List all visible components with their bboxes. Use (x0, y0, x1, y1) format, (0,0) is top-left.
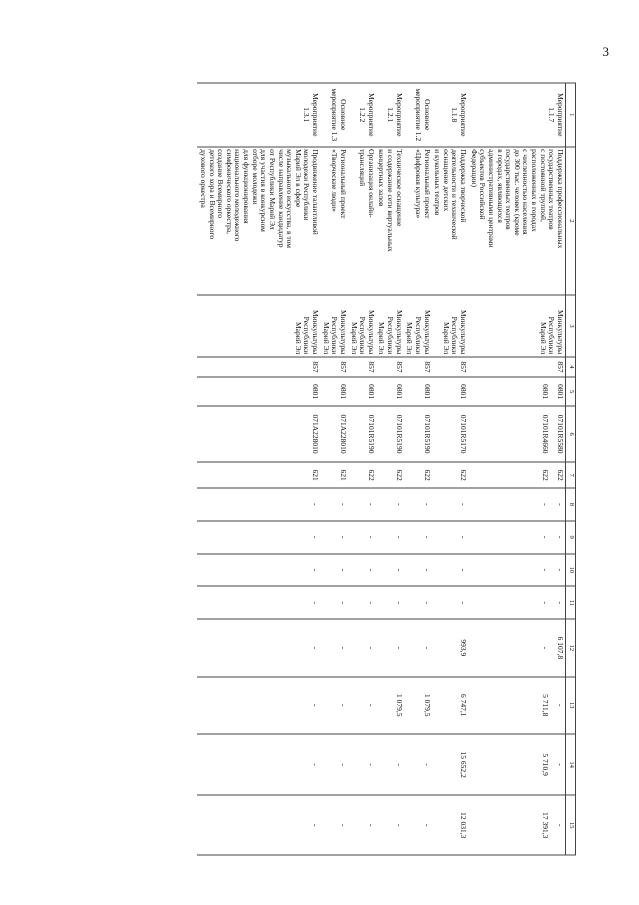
column-header-15: 15 (566, 795, 576, 855)
cell-line: - (556, 762, 565, 766)
cell-line: 622 (556, 468, 565, 481)
cell-col-13 (197, 676, 320, 733)
cell-line: - (541, 646, 551, 649)
cell-line: 622 (422, 468, 432, 481)
cell-line: Минкультуры (459, 309, 469, 354)
cell-col-5 (468, 377, 565, 406)
cell-line: Республики (450, 316, 460, 354)
cell-col-6 (197, 405, 320, 461)
cell-col-2 (432, 146, 469, 295)
cell-col-12 (348, 619, 376, 676)
cell-line: оснащение детских (441, 148, 451, 211)
cell-line: 621 (311, 468, 321, 481)
cell-line: 15 652,2 (459, 751, 469, 778)
cell-col-6 (404, 405, 432, 461)
cell-line: - (422, 600, 432, 604)
cell-line: - (339, 502, 348, 506)
cell-col-8 (376, 487, 404, 520)
cell-col-9 (432, 520, 469, 553)
header-row (566, 83, 576, 855)
cell-col-7 (197, 462, 320, 488)
cell-line: - (366, 646, 376, 649)
cell-line: Мероприятие (366, 92, 376, 136)
cell-line: для функционирования (242, 148, 252, 224)
cell-line: 1.3.1 (302, 106, 312, 122)
cell-col-14 (348, 733, 376, 795)
cell-line: государственных театров (504, 148, 514, 230)
column-header-6: 6 (566, 405, 576, 461)
cell-col-10 (348, 553, 376, 586)
cell-line: - (311, 646, 321, 649)
cell-line: Минкультуры (422, 309, 432, 354)
cell-line: музыкального искусства, в том (285, 148, 295, 248)
table-body (197, 83, 565, 855)
cell-line: 1 079,5 (394, 693, 404, 716)
cell-col-10 (376, 553, 404, 586)
cell-line: - (422, 535, 432, 538)
column-header-9: 9 (566, 520, 576, 553)
cell-line: - (366, 568, 376, 571)
cell-col-9 (404, 520, 432, 553)
cell-col-7 (320, 462, 348, 488)
cell-line: 1.1.8 (450, 106, 460, 122)
cell-line: молодежи Республики (302, 148, 312, 221)
cell-line: - (311, 502, 321, 506)
cell-line: 0801 (394, 383, 404, 399)
cell-col-5 (376, 377, 404, 406)
cell-line: и кукольных театров (433, 148, 443, 215)
cell-col-4: 857 (197, 356, 320, 377)
cell-col-4: 857 (348, 356, 376, 377)
cell-col-9 (197, 520, 320, 553)
cell-col-12 (404, 619, 432, 676)
cell-line: - (556, 502, 565, 506)
column-header-2: 2 (566, 146, 576, 295)
cell-line: - (556, 535, 565, 538)
cell-line: детского хора и Всемирного (207, 148, 217, 239)
cell-line: Республики (302, 316, 312, 354)
cell-line: Техническое оснащение (394, 148, 404, 226)
cell-line: государственных театров (547, 148, 557, 230)
column-header-1: 1 (566, 83, 576, 147)
cell-col-4: 857 (320, 356, 348, 377)
cell-line: 07101R5190 (366, 414, 376, 453)
cell-col-15 (432, 795, 469, 855)
cell-line: мероприятие 1.2 (414, 87, 423, 141)
cell-line: деятельности и технической (450, 148, 460, 240)
cell-line: Основное (422, 98, 432, 130)
cell-col-15 (376, 795, 404, 855)
cell-col-9 (468, 520, 565, 553)
cell-col-8 (432, 487, 469, 520)
cell-line: - (394, 762, 404, 766)
cell-col-7 (348, 462, 376, 488)
cell-line: Республики (358, 316, 368, 354)
cell-col-14 (468, 733, 565, 795)
cell-line: Марий Эл (441, 321, 451, 354)
cell-col-14 (320, 733, 348, 795)
cell-col-13 (468, 676, 565, 733)
cell-line: отборе молодежи (250, 148, 260, 205)
cell-line: до 300 тыс. человек (кроме (512, 148, 522, 236)
cell-col-11 (432, 586, 469, 619)
cell-col-4: 857 (376, 356, 404, 377)
cell-line: с постоянной труппой, (538, 148, 548, 222)
cell-line: Марий Эл в сфере (293, 148, 303, 207)
cell-col-6 (432, 405, 469, 461)
cell-line: Минкультуры (339, 309, 348, 354)
cell-line: - (339, 568, 348, 571)
cell-line: Мероприятие (459, 92, 469, 136)
cell-line: Республики (414, 316, 423, 354)
cell-line: духового оркестра (199, 148, 208, 208)
cell-col-11 (376, 586, 404, 619)
cell-col-1 (320, 83, 348, 147)
cell-line: субъектов Российской (478, 148, 488, 220)
cell-line: 5 711,8 (541, 693, 551, 716)
cell-col-2 (376, 146, 404, 295)
cell-line: - (339, 535, 348, 538)
cell-col-6 (348, 405, 376, 461)
cell-line: 071A228010 (339, 414, 348, 454)
cell-col-14 (404, 733, 432, 795)
cell-col-3 (197, 295, 320, 357)
cell-col-13 (320, 676, 348, 733)
cell-line: 0801 (366, 383, 376, 399)
cell-col-12 (376, 619, 404, 676)
cell-line: Продвижение талантливой (311, 148, 321, 235)
cell-col-10 (468, 553, 565, 586)
cell-line: - (556, 600, 565, 604)
cell-col-6 (376, 405, 404, 461)
cell-col-3 (320, 295, 348, 357)
cell-line: 07101R4660 (541, 414, 551, 453)
cell-line: Региональный проект (422, 148, 432, 219)
cell-col-4: 857 (432, 356, 469, 377)
column-header-10: 10 (566, 553, 576, 586)
cell-line: 622 (366, 468, 376, 481)
cell-line: Республики (330, 316, 340, 354)
cell-col-3 (376, 295, 404, 357)
rotated-table-container (110, 82, 576, 855)
cell-col-15 (197, 795, 320, 855)
cell-line: 0801 (459, 383, 469, 399)
cell-line: - (556, 568, 565, 571)
cell-line: 6 747,1 (459, 693, 469, 716)
cell-line: Мероприятие (394, 92, 404, 136)
cell-line: - (422, 823, 432, 826)
cell-line: - (459, 535, 469, 538)
cell-line: 622 (459, 468, 469, 481)
cell-line: 621 (339, 468, 348, 481)
cell-line: Минкультуры (311, 309, 321, 354)
cell-line: 17 391,3 (541, 811, 551, 838)
cell-col-12 (320, 619, 348, 676)
cell-col-13 (404, 676, 432, 733)
cell-line: - (366, 600, 376, 604)
cell-col-5 (197, 377, 320, 406)
cell-line: числе направление кандидатур (276, 148, 286, 248)
cell-line: 0801 (339, 383, 348, 399)
cell-col-2 (348, 146, 376, 295)
cell-col-3 (404, 295, 432, 357)
cell-line: - (541, 535, 551, 538)
cell-col-3 (468, 295, 565, 357)
cell-line: 5 710,9 (541, 752, 551, 776)
cell-col-8 (404, 487, 432, 520)
cell-line: с численностью населения (521, 148, 531, 235)
cell-col-13 (348, 676, 376, 733)
cell-col-7 (404, 462, 432, 488)
cell-line: Федерации) (469, 148, 479, 187)
cell-line: Поддержка профессиональных (556, 148, 565, 248)
cell-line: Поддержка творческой (459, 148, 469, 222)
cell-col-5 (432, 377, 469, 406)
cell-line: и содержание сети виртуальных (386, 148, 396, 252)
cell-line: Основное (339, 98, 348, 130)
cell-col-8 (320, 487, 348, 520)
table-row (348, 83, 376, 855)
cell-line: 07101R5580 (556, 414, 565, 453)
cell-line: - (459, 600, 469, 604)
cell-col-2 (320, 146, 348, 295)
column-header-3: 3 (566, 295, 576, 357)
cell-line: симфонического оркестра, (224, 148, 234, 234)
cell-col-2 (468, 146, 565, 295)
cell-line: 07101R5190 (394, 414, 404, 453)
cell-line: - (394, 823, 404, 826)
cell-col-11 (468, 586, 565, 619)
cell-line: - (541, 568, 551, 571)
cell-line: Республики (386, 316, 396, 354)
cell-col-14 (197, 733, 320, 795)
cell-col-3 (348, 295, 376, 357)
column-header-4: 4 (566, 356, 576, 377)
cell-line: - (311, 762, 321, 766)
cell-line: - (422, 646, 432, 649)
cell-col-5 (404, 377, 432, 406)
cell-line: - (311, 535, 321, 538)
cell-line: 1.2.1 (386, 106, 396, 122)
cell-line: 07101R5190 (422, 414, 432, 453)
cell-col-11 (320, 586, 348, 619)
cell-line: 1.1.7 (547, 106, 557, 122)
cell-line: Минкультуры (394, 309, 404, 354)
cell-line: - (311, 568, 321, 571)
cell-col-8 (348, 487, 376, 520)
cell-line: - (311, 823, 321, 826)
cell-col-15 (468, 795, 565, 855)
cell-col-14 (432, 733, 469, 795)
cell-line: расположенных в городах (530, 148, 540, 232)
cell-col-14 (376, 733, 404, 795)
cell-line: - (394, 535, 404, 538)
cell-line: - (394, 600, 404, 604)
cell-col-1 (404, 83, 432, 147)
cell-col-4: 857 (468, 356, 565, 377)
cell-line: трансляций (358, 148, 368, 186)
cell-col-10 (404, 553, 432, 586)
cell-col-10 (432, 553, 469, 586)
cell-line: - (422, 762, 432, 766)
cell-line: - (556, 703, 565, 706)
cell-col-9 (348, 520, 376, 553)
cell-line: Региональный проект (339, 148, 348, 219)
cell-line: - (311, 703, 321, 706)
cell-line: Марий Эл (349, 321, 359, 354)
cell-line: 12 031,3 (459, 811, 469, 838)
cell-col-13 (376, 676, 404, 733)
cell-col-15 (404, 795, 432, 855)
cell-line: Марий Эл (293, 321, 303, 354)
table-row (404, 83, 432, 855)
cell-line: 6 107,8 (556, 636, 565, 659)
page-number: 3 (602, 44, 609, 59)
cell-line: мероприятие 1.3 (330, 87, 340, 141)
cell-line: Республики (547, 316, 557, 354)
cell-col-9 (320, 520, 348, 553)
cell-line: - (366, 703, 376, 706)
column-header-13: 13 (566, 676, 576, 733)
cell-line: от Республики Марий Эл (268, 148, 277, 230)
cell-line: Марий Эл (321, 321, 331, 354)
cell-line: концертных залов (377, 148, 387, 206)
cell-col-1 (197, 83, 320, 147)
cell-col-9 (376, 520, 404, 553)
budget-table (197, 82, 576, 855)
cell-line: создание Всемирного (216, 148, 226, 218)
cell-line: 07101R5170 (459, 414, 469, 453)
cell-line: «Творческие люди» (330, 148, 340, 212)
cell-col-4: 857 (404, 356, 432, 377)
column-header-8: 8 (566, 487, 576, 520)
cell-col-11 (404, 586, 432, 619)
cell-line: - (541, 600, 551, 604)
cell-col-1 (432, 83, 469, 147)
cell-line: «Цифровая культура» (414, 148, 423, 218)
cell-line: - (366, 502, 376, 506)
cell-col-1 (376, 83, 404, 147)
cell-line: 1.2.2 (358, 106, 368, 122)
cell-line: 622 (541, 468, 551, 481)
cell-line: для участия в конкурсном (259, 148, 269, 232)
cell-line: 0801 (556, 383, 565, 399)
cell-col-10 (197, 553, 320, 586)
column-header-11: 11 (566, 586, 576, 619)
cell-line: - (394, 568, 404, 571)
cell-col-15 (348, 795, 376, 855)
cell-col-2 (197, 146, 320, 295)
cell-col-5 (348, 377, 376, 406)
cell-line: Мероприятие (556, 92, 565, 136)
cell-line: 071A228010 (311, 414, 321, 454)
cell-col-8 (468, 487, 565, 520)
cell-line: - (339, 762, 348, 766)
cell-line: 0801 (422, 383, 432, 399)
cell-line: Минкультуры (556, 309, 565, 354)
cell-line: - (339, 600, 348, 604)
cell-col-10 (320, 553, 348, 586)
cell-line: - (339, 823, 348, 826)
cell-line: Организация онлайн- (366, 148, 376, 218)
table-row (320, 83, 348, 855)
cell-col-8 (197, 487, 320, 520)
cell-line: - (394, 646, 404, 649)
cell-line: - (339, 646, 348, 649)
table-row (468, 83, 565, 855)
cell-line: - (422, 502, 432, 506)
cell-col-7 (468, 462, 565, 488)
cell-col-6 (320, 405, 348, 461)
cell-col-12 (468, 619, 565, 676)
cell-col-6 (468, 405, 565, 461)
column-header-7: 7 (566, 462, 576, 488)
table-row (197, 83, 320, 855)
cell-line: - (541, 502, 551, 506)
column-header-14: 14 (566, 733, 576, 795)
cell-col-7 (432, 462, 469, 488)
cell-col-13 (432, 676, 469, 733)
cell-line: - (459, 502, 469, 506)
cell-line: - (394, 502, 404, 506)
cell-line: - (459, 568, 469, 571)
cell-col-3 (432, 295, 469, 357)
cell-line: 622 (394, 468, 404, 481)
cell-line: - (366, 535, 376, 538)
cell-line: 0801 (541, 383, 551, 399)
cell-col-7 (376, 462, 404, 488)
cell-line: - (366, 762, 376, 766)
table-row (376, 83, 404, 855)
cell-line: - (366, 823, 376, 826)
cell-line: в городах, являющихся (495, 148, 505, 223)
cell-col-12 (197, 619, 320, 676)
cell-line: национального молодежного (233, 148, 243, 241)
cell-line: Марий Эл (405, 321, 415, 354)
cell-line: 0801 (311, 383, 321, 399)
cell-col-15 (320, 795, 348, 855)
column-header-12: 12 (566, 619, 576, 676)
cell-col-1 (348, 83, 376, 147)
table-row (432, 83, 469, 855)
cell-line: Минкультуры (366, 309, 376, 354)
cell-line: 993,9 (459, 638, 469, 656)
cell-line: - (311, 600, 321, 604)
cell-line: - (556, 823, 565, 826)
cell-line: Марий Эл (538, 321, 548, 354)
cell-line: административными центрами (487, 148, 496, 248)
cell-line: - (339, 703, 348, 706)
cell-col-11 (197, 586, 320, 619)
cell-col-5 (320, 377, 348, 406)
cell-line: - (422, 568, 432, 571)
cell-line: 1 079,5 (422, 693, 432, 716)
cell-col-11 (348, 586, 376, 619)
cell-col-2 (404, 146, 432, 295)
cell-line: Марий Эл (377, 321, 387, 354)
cell-line: Мероприятие (311, 92, 321, 136)
cell-col-1 (468, 83, 565, 147)
cell-col-12 (432, 619, 469, 676)
column-header-5: 5 (566, 377, 576, 406)
